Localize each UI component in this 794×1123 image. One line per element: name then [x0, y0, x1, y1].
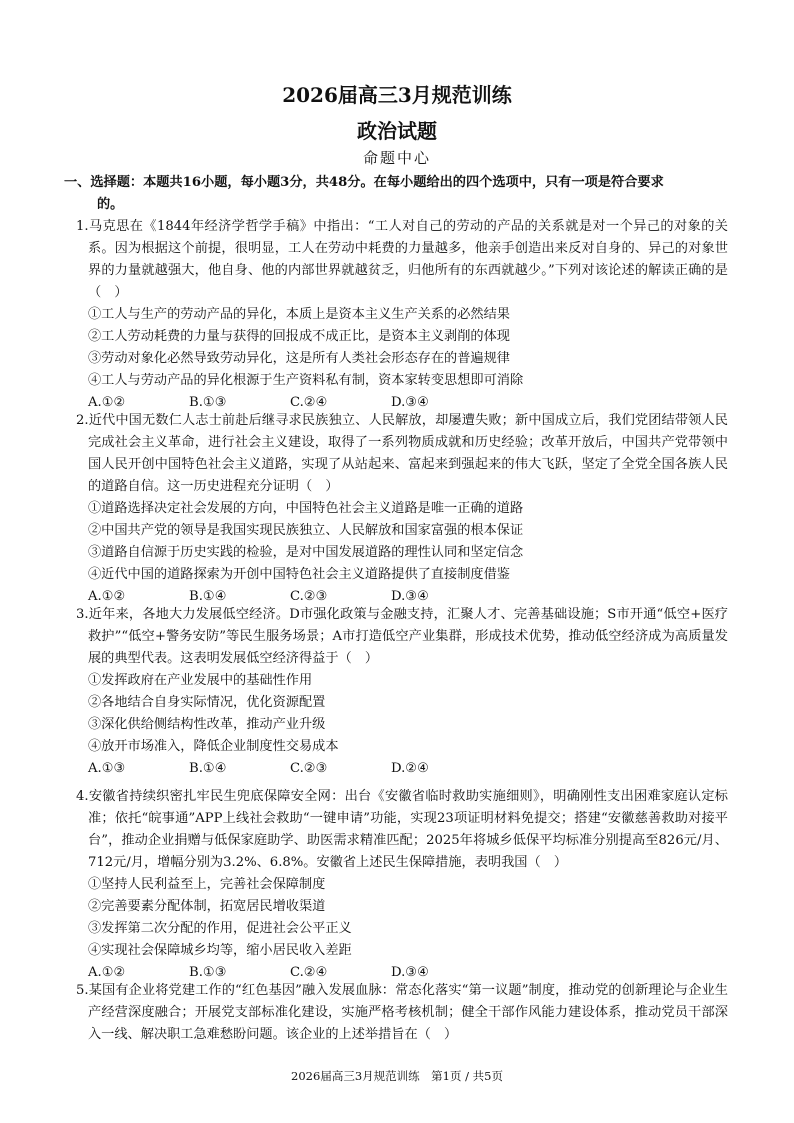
choice-d: D.③④	[391, 589, 429, 604]
question-5	[76, 980, 728, 1046]
statement-option: ④放开市场准入，降低企业制度性交易成本	[88, 739, 339, 754]
subject-title: 政治试题	[357, 119, 437, 143]
question-stem: 4.安徽省持续织密扎牢民生兜底保障安全网：出台《安徽省临时救助实施细则》，明确刚性支出困难家庭认定标准；依托“皖事通”APP上线社会救助“一键申请”功能，实现23项证明材料免提交；搭建“安徽慈善救助对接平台”，推动企业捐赠与低保家庭助学、助医需求精准匹配；2025年将城乡低保平均标准分别提高至826元/月、712元/月，增幅分别为3.2%、6.8%。安徽省上述民生保障措施，表明我国（ ）	[76, 789, 728, 870]
page-footer: 2026届高三3月规范训练 第1页 / 共5页	[291, 1069, 503, 1083]
statement-option: ④实现社会保障城乡均等，缩小居民收入差距	[88, 943, 352, 958]
instructions-line-2: 的。	[97, 197, 124, 212]
statement-option: ④近代中国的道路探索为开创中国特色社会主义道路提供了直接制度借鉴	[88, 567, 510, 582]
choice-a: A.①②	[88, 965, 126, 980]
choice-c: C.②④	[290, 395, 328, 410]
choice-c: C.②④	[290, 965, 328, 980]
answer-choices	[76, 758, 728, 780]
exam-title: 2026届高三3月规范训练	[282, 83, 512, 107]
question-2	[76, 410, 728, 608]
instructions-line-1: 一、选择题：本题共16小题，每小题3分，共48分。在每小题给出的四个选项中，只有一项是符合要求	[64, 175, 664, 190]
statement-option: ③深化供给侧结构性改革，推动产业升级	[88, 717, 326, 732]
choice-a: A.①②	[88, 589, 126, 604]
question-stem: 5.某国有企业将党建工作的“红色基因”融入发展血脉：常态化落实“第一议题”制度，推动党的创新理论与企业生产经营深度融合；开展党支部标准化建设，实施严格考核机制；健全干部作风能力建设体系，推动党员干部深入一线、解决职工急难愁盼问题。该企业的上述举措旨在（ ）	[76, 983, 728, 1042]
statement-option: ②中国共产党的领导是我国实现民族独立、人民解放和国家富强的根本保证	[88, 523, 524, 538]
choice-c: C.②③	[290, 761, 328, 776]
statement-option: ①坚持人民利益至上，完善社会保障制度	[88, 877, 326, 892]
choice-d: D.③④	[391, 965, 429, 980]
choice-a: A.①②	[88, 395, 126, 410]
question-stem: 1.马克思在《1844年经济学哲学手稿》中指出：“工人对自己的劳动的产品的关系就是对一个异己的对象的关系。因为根据这个前提，很明显，工人在劳动中耗费的力量越多，他亲手创造出来反对自身的、异己的对象世界的力量就越强大，他自身、他的内部世界就越贫乏，归他所有的东西就越少。”下列对该论述的解读正确的是（ ）	[76, 219, 728, 300]
choice-a: A.①③	[88, 761, 126, 776]
question-stem: 3.近年来，各地大力发展低空经济。D市强化政策与金融支持，汇聚人才、完善基础设施；S市开通“低空+医疗救护”“低空+警务安防”等民生服务场景；A市打造低空产业集群，形成技术优势，推动低空经济成为高质量发展的典型代表。这表明发展低空经济得益于（ ）	[76, 607, 728, 666]
choice-b: B.①④	[189, 761, 227, 776]
statement-option: ①道路选择决定社会发展的方向，中国特色社会主义道路是唯一正确的道路	[88, 501, 524, 516]
question-1	[76, 216, 728, 414]
question-stem: 2.近代中国无数仁人志士前赴后继寻求民族独立、人民解放，却屡遭失败；新中国成立后，我们党团结带领人民完成社会主义革命，进行社会主义建设，取得了一系列物质成就和历史经验；改革开放后，中国共产党带领中国人民开创中国特色社会主义道路，实现了从站起来、富起来到强起来的伟大飞跃，坚定了全党全国各族人民的道路自信。这一历史进程充分证明（ ）	[76, 413, 728, 494]
statement-option: ①发挥政府在产业发展中的基础性作用	[88, 673, 313, 688]
statement-option: ②完善要素分配体制，拓宽居民增收渠道	[88, 899, 326, 914]
statement-option: ②工人劳动耗费的力量与获得的回报成不成正比，是资本主义剥削的体现	[88, 329, 510, 344]
choice-d: D.②④	[391, 761, 429, 776]
statement-option: ③道路自信源于历史实践的检验，是对中国发展道路的理性认同和坚定信念	[88, 545, 524, 560]
question-4	[76, 786, 728, 984]
choice-d: D.③④	[391, 395, 429, 410]
statement-option: ③劳动对象化必然导致劳动异化，这是所有人类社会形态存在的普遍规律	[88, 351, 510, 366]
author-line: 命题中心	[362, 149, 431, 167]
question-3	[76, 604, 728, 780]
statement-option: ③发挥第二次分配的作用，促进社会公平正义	[88, 921, 352, 936]
choice-b: B.①④	[189, 589, 227, 604]
choice-c: C.②③	[290, 589, 328, 604]
section-instructions	[64, 172, 724, 216]
choice-b: B.①③	[189, 395, 227, 410]
choice-b: B.①③	[189, 965, 227, 980]
statement-option: ①工人与生产的劳动产品的异化，本质上是资本主义生产关系的必然结果	[88, 307, 510, 322]
statement-option: ②各地结合自身实际情况，优化资源配置	[88, 695, 326, 710]
statement-option: ④工人与劳动产品的异化根源于生产资料私有制，资本家转变思想即可消除	[88, 373, 524, 388]
